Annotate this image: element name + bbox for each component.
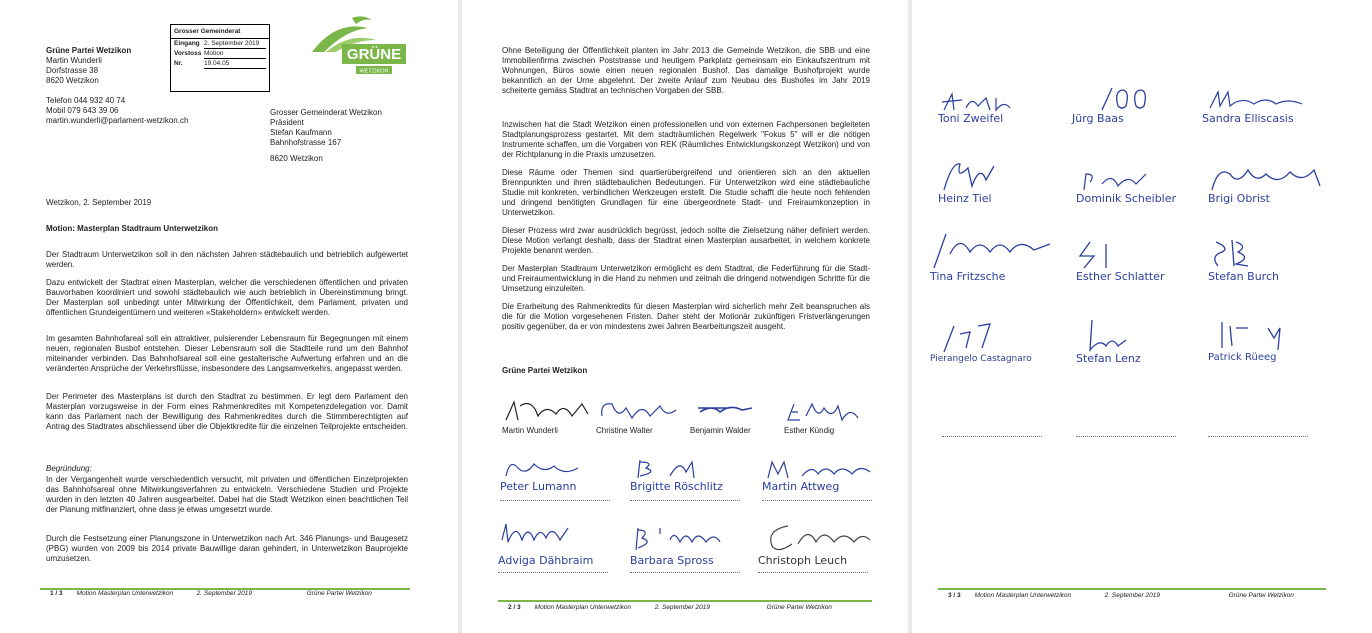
party-label: Grüne Partei Wetzikon [502,366,588,375]
signature-scribble [938,160,1058,192]
date-line: Wetzikon, 2. September 2019 [46,198,152,207]
signature-block [1072,86,1192,125]
signature-block [1076,316,1196,365]
signature-block [762,456,892,493]
logo-sub: WETZIKON [359,68,389,75]
signature-scribble [690,396,780,426]
handwritten-name: Toni Zweifel [938,112,1004,125]
stamp-vorstoss-label: Vorstoss [174,50,202,57]
footer-page: 3 / 3 [948,592,961,599]
footer-doc: Motion Masterplan Unterwetzikon [534,604,632,611]
signature-scribble [938,92,1058,112]
paragraph: Die Erarbeitung des Rahmenkredits für diesen Masterplan wird sicherlich mehr Zeit beanspruchen als die für die Motion vorgesehenen Fristen. Daher steht der Motionär zukünftigen Fristverlängerungen positiv gegenüber, da er von mindestens zwei Jahren Bearbeitungszeit ausgeht. [502,302,870,331]
signature-scribble [630,520,750,554]
signature-scribble [630,456,750,480]
empty-signature-line [942,436,1042,437]
signature-scribble [1208,318,1338,352]
handwritten-name: Jürg Baas [1072,112,1124,125]
stamp-nr-label: Nr. [174,60,183,67]
signature-block [630,520,750,567]
signature-block [1208,318,1338,363]
signer-name: Christine Walter [596,426,653,435]
handwritten-name: Stefan Lenz [1076,352,1141,365]
signature-scribble [1076,316,1196,352]
handwritten-name: Tina Fritzsche [930,270,1006,283]
logo-word: GRÜNE [346,46,402,63]
signature-scribble [498,520,618,554]
signature-scribble [1208,236,1338,270]
footer-date: 2. September 2019 [196,590,252,597]
document-page-3 [912,0,1372,633]
footer-doc: Motion Masterplan Unterwetzikon [974,592,1072,599]
signature-block [930,230,1070,283]
signature-scribble [502,396,592,426]
signature-block [1076,238,1196,283]
document-page-1 [0,0,458,633]
paragraph: Der Masterplan Stadtraum Unterwetzikon ermöglicht es dem Stadtrat, die Federführung für die Stadt- und Freiraumentwicklung in die Hand zu nehmen und zeitnah die dringend notwendigen Schritte für die Umsetzung einzuleiten. [502,264,870,293]
paragraph: Der Stadtraum Unterwetzikon soll in den nächsten Jahren städtebaulich und betrieblich aufgewertet werden. [46,250,408,269]
signature-scribble [1208,164,1348,192]
signature-scribble [930,318,1080,354]
signature-block [1202,90,1332,125]
handwritten-name: Heinz Tiel [938,192,992,205]
signature-scribble [1076,170,1196,192]
signature-block [498,520,618,567]
signature-block [502,396,592,435]
paragraph: Inzwischen hat die Stadt Wetzikon einen professionellen und von externen Fachpersonen begleiteten Stadtplanungsprozess gestartet. Mit dem stadträumlichen Regelwerk "Fokus 5" will er die nötigen Instrumente schaffen, um die Vorgaben von REK (Räumliches Entwicklungskonzept Wetzikon) und von der Richtplanung in die Praxis umzusetzen. [502,120,870,159]
handwritten-name: Brigitte Röschlitz [630,480,723,493]
stamp-nr-value: 19.04.05 [204,59,266,69]
recipient-name: Stefan Kaufmann [270,128,332,137]
signature-line [498,572,608,573]
signature-line [500,500,610,501]
sender-city: 8620 Wetzikon [46,76,99,85]
footer-rule [938,588,1326,590]
handwritten-name: Pierangelo Castagnaro [930,354,1032,364]
page-title: Motion: Masterplan Stadtraum Unterwetzikon [46,224,219,233]
handwritten-name: Dominik Scheibler [1076,192,1177,205]
stamp-title: Grosser Gemeinderat [171,25,269,39]
signature-block [1076,170,1196,205]
signature-block [630,456,750,493]
handwritten-name: Patrick Rüeeg [1208,352,1277,363]
recipient-city: 8620 Wetzikon [270,154,323,163]
signer-name: Benjamin Walder [690,426,751,435]
page-footer [508,604,872,611]
signature-scribble [1072,86,1192,112]
paragraph: Dieser Prozess wird zwar ausdrücklich begrüsst, jedoch sollte die Zielsetzung näher definiert werden. Diese Motion verlangt deshalb, dass der Stadtrat einen Masterplan ausarbeitet, in welchem konkrete Projekte benannt werden. [502,226,870,255]
gruene-logo [306,12,410,78]
signature-block [1208,164,1348,205]
signature-block [758,520,888,567]
handwritten-name: Stefan Burch [1208,270,1279,283]
handwritten-name: Martin Attweg [762,480,840,493]
empty-signature-line [1076,436,1176,437]
signature-block [938,160,1058,205]
signature-scribble [1202,90,1332,112]
handwritten-name: Esther Schlatter [1076,270,1165,283]
signature-scribble [1076,238,1196,270]
signature-scribble [596,396,686,426]
recipient-address [270,108,382,164]
paragraph: Der Perimeter des Masterplans ist durch den Stadtrat zu bestimmen. Er legt dem Parlament den Masterplan vorzugsweise in der Form eines Rahmenkredites mit Kompetenzdelegation vor. Damit kann das Parlament nach der Bewilligung des Rahmenkredites durch die Stimmberechtigten auf Antrag des Stadtrates abschliessend über die Objektkredite für die einzelnen Teilprojekte entscheiden. [46,392,408,431]
document-page-2 [462,0,908,633]
handwritten-name: Sandra Elliscasis [1202,112,1294,125]
handwritten-name: Peter Lumann [500,480,577,493]
handwritten-name: Christoph Leuch [758,554,848,567]
paragraph: Diese Räume oder Themen sind quartierübergreifend und orientieren sich an den aktuellen Brennpunkten und ihren städtebaulichen Bedeutungen. Für Unterwetzikon wird eine städtebauliche Studie mit konkreten, verbindlichen Werkzeugen erstellt. Die Studie schafft die heute noch fehlenden und dringend benötigten Grundlagen für eine übergeordnete Stadt- und Freiraumkonzeption in Unterwetzikon. [502,168,870,217]
receipt-stamp [170,24,270,92]
signature-scribble [784,396,874,426]
signature-line [762,500,872,501]
page-footer [948,592,1326,599]
signature-block [930,318,1080,364]
sender-org: Grüne Partei Wetzikon [46,46,132,55]
signature-block [784,396,874,435]
signature-line [630,572,740,573]
recipient-role: Präsident [270,118,304,127]
stamp-eingang-label: Eingang [174,40,200,47]
footer-doc: Motion Masterplan Unterwetzikon [76,590,174,597]
footer-date: 2. September 2019 [654,604,710,611]
footer-rule [498,600,872,602]
sender-email: martin.wunderli@parlament-wetzikon.ch [46,116,189,125]
handwritten-name: Adviga Dähbraim [498,554,594,567]
signer-name: Martin Wunderli [502,426,558,435]
sender-phone: Telefon 044 932 40 74 [46,96,126,105]
signature-block [1208,236,1338,283]
paragraph: Durch die Festsetzung einer Planungszone in Unterwetzikon nach Art. 346 Planungs- und Baugesetz (PBG) wurden von 2009 bis 2014 private Bauwillige daran gehindert, in Unterwetzikon Bauprojekte umzusetzen. [46,534,408,563]
paragraph: Ohne Beteiligung der Öffentlichkeit planten im Jahr 2013 die Gemeinde Wetzikon, die SBB und eine Immobilienfirma zwischen Poststrasse und heutigem Parkplatz gemeinsam ein Einkaufszentrum mit Wohnungen, Büros sowie einen neuen regionalen Bushof. Das damalige Bushofprojekt wurde bekanntlich an der Urne abgelehnt. Der zweite Anlauf zum Neubau des Bushofes im Jahr 2019 scheiterte gemäss Stadtrat an technischen Vorgaben der SBB. [502,46,870,95]
signature-line [758,572,868,573]
signature-scribble [758,520,888,554]
handwritten-name: Barbara Spross [630,554,714,567]
sender-street: Dorfstrasse 38 [46,66,99,75]
paragraph: Dazu entwickelt der Stadtrat einen Masterplan, welcher die verschiedenen öffentlichen und privaten Bauvorhaben koordiniert und sowohl städtebaulich wie auch betrieblich in Übereinstimmung bringt. Der Masterplan soll unbedingt unter Mitwirkung der Öffentlichkeit, dem Parlament, privaten und öffentlichen Grundeigentümern und weiteren «Stakeholdern» entwickelt werden. [46,278,408,317]
signature-block [938,92,1058,125]
recipient-street: Bahnhofstrasse 167 [270,138,342,147]
paragraph: Im gesamten Bahnhofareal soll ein attraktiver, pulsierender Lebensraum für Begegnungen mit einem neuen, regionalen Busbof entstehen. Dieser Lebensraum soll die Stadtteile rund um den Bahnhof miteinander verbinden. Das Bahnhofsareal soll eine gestalterische Aufwertung erfahren und an die veränderten Ansprüche der Verkehrsflüsse, insbesondere des Langsamverkehrs, angepasst werden. [46,334,408,373]
footer-page: 2 / 3 [508,604,521,611]
signature-line [630,500,740,501]
empty-signature-line [1208,436,1308,437]
footer-date: 2. September 2019 [1104,592,1160,599]
stamp-eingang-value: 2. September 2019 [204,39,266,49]
footer-party: Grüne Partei Wetzikon [306,590,372,597]
sender-name: Martin Wunderli [46,56,102,65]
signature-scribble [930,230,1070,270]
signature-block [500,456,620,493]
sender-mobile: Mobil 079 643 39 06 [46,106,119,115]
signature-scribble [762,456,892,480]
signature-scribble [500,456,620,480]
recipient-org: Grosser Gemeinderat Wetzikon [270,108,382,117]
footer-party: Grüne Partei Wetzikon [1228,592,1294,599]
begruendung-label: Begründung: [46,464,92,473]
leaf-icon [306,12,410,78]
signature-block [690,396,780,435]
footer-party: Grüne Partei Wetzikon [766,604,832,611]
page-footer [50,590,410,597]
handwritten-name: Brigi Obrist [1208,192,1270,205]
stamp-vorstoss-value: Motion [204,49,266,59]
footer-page: 1 / 3 [50,590,63,597]
sender-address [46,46,188,126]
signature-block [596,396,686,435]
paragraph: In der Vergangenheit wurde verschiedentlich versucht, mit privaten und öffentlichen Einzelprojekten das Bahnhofsareal ohne Mitwirkungsverfahren zu entwickeln. Verschiedene Studien und Projekte wurden in den letzten 40 Jahren ausgearbeitet. Dabei hat die Stadt Wetzikon einen beachtlichen Teil der Planung mitfinanziert, ohne dass je etwas umgesetzt wurde. [46,475,408,514]
signer-name: Esther Kündig [784,426,835,435]
